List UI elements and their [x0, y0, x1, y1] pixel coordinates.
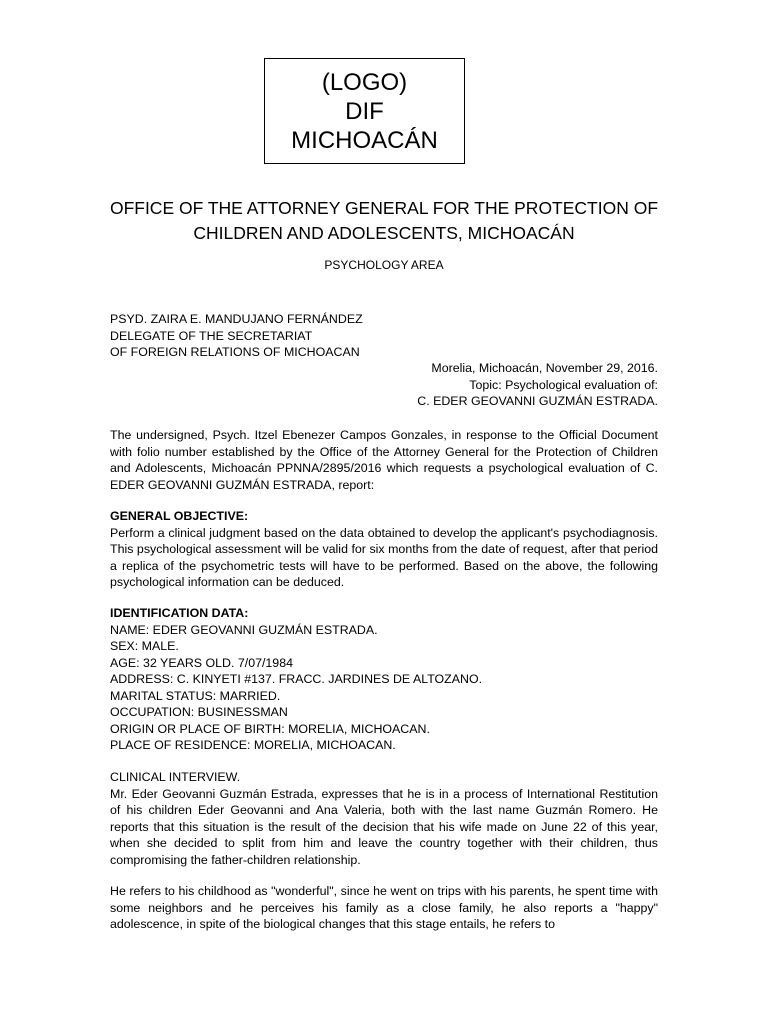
identification-line: SEX: MALE.	[110, 639, 179, 653]
recipient-block	[110, 311, 363, 361]
subject-line: C. EDER GEOVANNI GUZMÁN ESTRADA.	[417, 394, 658, 408]
identification-line: PLACE OF RESIDENCE: MORELIA, MICHOACAN.	[110, 738, 396, 752]
clinical-interview-heading: CLINICAL INTERVIEW.	[110, 770, 241, 784]
identification-line: MARITAL STATUS: MARRIED.	[110, 688, 281, 703]
general-objective-section	[110, 508, 658, 591]
identification-line: ADDRESS: C. KINYETI #137. FRACC. JARDINES DE ALTOZANO.	[110, 672, 483, 686]
logo-line: (LOGO)	[321, 68, 408, 96]
date-topic-block	[417, 360, 658, 410]
childhood-paragraph: He refers to his childhood as "wonderful", since he went on trips with his parents, he spent time with some neighbors and he perceives his family as a close family, he also reports a "happy" adolescence, in spite of the biological changes that this stage entails, he refers to	[110, 884, 658, 931]
identification-heading: IDENTIFICATION DATA:	[110, 606, 249, 620]
recipient-line: PSYD. ZAIRA E. MANDUJANO FERNÁNDEZ	[110, 312, 363, 326]
document-title	[0, 196, 768, 246]
clinical-interview-section	[110, 769, 658, 868]
identification-line: OCCUPATION: BUSINESSMAN	[110, 705, 288, 719]
identification-line: NAME: EDER GEOVANNI GUZMÁN ESTRADA.	[110, 622, 378, 637]
date-line: Morelia, Michoacán, November 29, 2016.	[431, 361, 658, 375]
title-line: CHILDREN AND ADOLESCENTS, MICHOACÁN	[193, 223, 575, 243]
identification-section	[110, 605, 658, 754]
logo-line: MICHOACÁN	[291, 126, 438, 154]
logo-placeholder	[264, 58, 465, 164]
intro-paragraph: The undersigned, Psych. Itzel Ebenezer Campos Gonzales, in response to the Official Document with folio number established by the Office of the Attorney General for the Protection of Children and Adolescents, Michoacán PPNNA/2895/2016 which requests a psychological evaluation of C. EDER GEOVANNI GUZMÁN ESTRADA, report:	[110, 428, 658, 492]
topic-line: Topic: Psychological evaluation of:	[469, 377, 658, 392]
recipient-line: OF FOREIGN RELATIONS OF MICHOACAN	[110, 345, 360, 359]
identification-line: ORIGIN OR PLACE OF BIRTH: MORELIA, MICHOACAN.	[110, 721, 430, 736]
identification-line: AGE: 32 YEARS OLD. 7/07/1984	[110, 655, 293, 670]
recipient-line: DELEGATE OF THE SECRETARIAT	[110, 328, 313, 343]
general-objective-text: Perform a clinical judgment based on the data obtained to develop the applicant's psychodiagnosis. This psychological assessment will be valid for six months from the date of request, after that period a replica of the psychometric tests will have to be performed. Based on the above, the following psychological information can be deduced.	[110, 525, 658, 589]
clinical-interview-text: Mr. Eder Geovanni Guzmán Estrada, expresses that he is in a process of International Restitution of his children Eder Geovanni and Ana Valeria, both with the last name Guzmán Romero. He reports that this situation is the result of the decision that his wife made on June 22 of this year, when she decided to split from him and leave the country together with their children, thus compromising the father-children relationship.	[110, 786, 658, 867]
title-line: OFFICE OF THE ATTORNEY GENERAL FOR THE PROTECTION OF	[109, 198, 659, 218]
document-subtitle: PSYCHOLOGY AREA	[324, 258, 444, 272]
general-objective-heading: GENERAL OBJECTIVE:	[110, 509, 249, 523]
logo-line: DIF	[345, 97, 384, 125]
